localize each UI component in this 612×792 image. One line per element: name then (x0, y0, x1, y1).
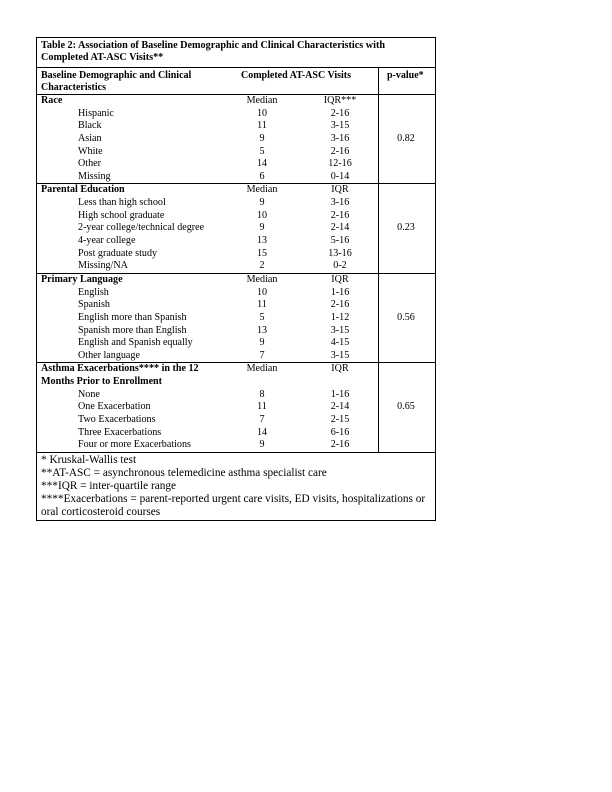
table-row (37, 184, 435, 197)
table-row (37, 389, 435, 402)
table-row (37, 439, 435, 452)
median-cell: 5 (259, 145, 265, 157)
median-cell: 9 (259, 222, 265, 234)
table-row (37, 427, 435, 440)
table-row (37, 133, 435, 146)
row-label: Missing/NA (78, 260, 128, 272)
iqr-cell: 2-16 (330, 107, 350, 119)
column-divider (378, 363, 379, 451)
row-label: Missing (78, 170, 111, 182)
table-row (37, 350, 435, 363)
table-row (37, 287, 435, 300)
median-cell: 8 (259, 388, 265, 400)
iqr-cell: 2-14 (330, 401, 350, 413)
iqr-cell: 4-15 (330, 337, 350, 349)
table-header-row (37, 68, 435, 95)
column-divider (378, 184, 379, 272)
pvalue-cell: 0.82 (397, 132, 415, 144)
median-cell: 10 (256, 107, 268, 119)
iqr-cell: 3-16 (330, 197, 350, 209)
table-row (37, 120, 435, 133)
median-cell: 10 (256, 286, 268, 298)
table-row (37, 325, 435, 338)
row-label: Less than high school (78, 197, 166, 209)
median-cell: Median (246, 95, 278, 106)
iqr-cell: 1-16 (330, 286, 350, 298)
footnote: **AT-ASC = asynchronous telemedicine asthma specialist care (41, 467, 327, 480)
section-heading: Asthma Exacerbations**** in the 12 (41, 363, 199, 375)
table-row (37, 171, 435, 184)
section-heading: Months Prior to Enrollment (41, 376, 163, 388)
row-label: 2-year college/technical degree (78, 222, 205, 234)
iqr-cell: 2-16 (330, 209, 350, 221)
iqr-cell: 2-15 (330, 414, 350, 426)
row-label: English more than Spanish (78, 311, 187, 323)
footnote: ****Exacerbations = parent-reported urgent care visits, ED visits, hospitalizations or oral corticosteroid courses (41, 493, 426, 519)
iqr-cell: 3-15 (330, 120, 350, 132)
iqr-cell: 0-14 (330, 170, 350, 182)
footnotes (37, 453, 435, 520)
footnote: ***IQR = inter-quartile range (41, 480, 177, 493)
table-row (37, 401, 435, 414)
table-row (37, 414, 435, 427)
median-cell: 11 (257, 120, 267, 132)
row-label: Post graduate study (78, 247, 158, 259)
table-section (37, 274, 435, 363)
table-row (37, 337, 435, 350)
header-pvalue: p-value* (387, 70, 424, 81)
section-heading: Primary Language (41, 273, 123, 285)
footnote: * Kruskal-Wallis test (41, 453, 137, 466)
column-divider (378, 274, 379, 362)
median-cell: 14 (256, 426, 268, 438)
iqr-cell: 0-2 (333, 260, 347, 272)
table-row (37, 210, 435, 223)
column-divider (378, 68, 379, 94)
table-row (37, 248, 435, 261)
table-row (37, 222, 435, 235)
median-cell: 14 (256, 158, 268, 170)
table-body (37, 95, 435, 453)
table-row (37, 158, 435, 171)
header-characteristics: Baseline Demographic and Clinical Characteristics (41, 70, 192, 93)
median-cell: 15 (256, 247, 268, 259)
median-cell: 9 (259, 132, 265, 144)
row-label: Four or more Exacerbations (78, 439, 191, 451)
iqr-cell: IQR*** (323, 95, 357, 106)
iqr-cell: 12-16 (328, 158, 352, 170)
table-row (37, 376, 435, 389)
header-completed-visits: Completed AT-ASC Visits (241, 70, 352, 81)
row-label: Hispanic (78, 107, 114, 119)
iqr-cell: 2-14 (330, 222, 350, 234)
pvalue-cell: 0.65 (397, 401, 415, 413)
iqr-cell: 2-16 (330, 299, 350, 311)
table-row (37, 312, 435, 325)
table-section (37, 184, 435, 273)
median-cell: Median (246, 273, 278, 285)
section-heading: Parental Education (41, 184, 125, 196)
table-row (37, 146, 435, 159)
row-label: Two Exacerbations (78, 414, 156, 426)
table-row (37, 363, 435, 376)
results-table (36, 37, 436, 521)
median-cell: 10 (256, 209, 268, 221)
row-label: English and Spanish equally (78, 337, 193, 349)
pvalue-cell: 0.56 (397, 311, 415, 323)
row-label: One Exacerbation (78, 401, 151, 413)
median-cell: 2 (259, 260, 265, 272)
iqr-cell: IQR (331, 363, 349, 375)
iqr-cell: 3-15 (330, 324, 350, 336)
row-label: Spanish more than English (78, 324, 187, 336)
table-row (37, 274, 435, 287)
pvalue-cell: 0.23 (397, 222, 415, 234)
table-row (37, 260, 435, 273)
row-label: Other language (78, 349, 140, 361)
median-cell: 7 (259, 349, 265, 361)
row-label: Asian (78, 132, 102, 144)
median-cell: Median (246, 363, 278, 375)
section-heading: Race (41, 95, 63, 106)
median-cell: 7 (259, 414, 265, 426)
iqr-cell: IQR (331, 273, 349, 285)
iqr-cell: 3-15 (330, 349, 350, 361)
iqr-cell: 2-16 (330, 439, 350, 451)
iqr-cell: 1-16 (330, 388, 350, 400)
median-cell: 11 (257, 401, 267, 413)
iqr-cell: 1-12 (330, 311, 350, 323)
table-section (37, 95, 435, 184)
table-row (37, 299, 435, 312)
row-label: 4-year college (78, 235, 136, 247)
row-label: White (78, 145, 103, 157)
row-label: High school graduate (78, 209, 165, 221)
median-cell: 9 (259, 439, 265, 451)
iqr-cell: 5-16 (330, 235, 350, 247)
row-label: Other (78, 158, 101, 170)
median-cell: 13 (256, 324, 268, 336)
row-label: Spanish (78, 299, 110, 311)
row-label: None (78, 388, 100, 400)
table-section (37, 363, 435, 452)
iqr-cell: 2-16 (330, 145, 350, 157)
table-row (37, 108, 435, 121)
median-cell: Median (246, 184, 278, 196)
row-label: Three Exacerbations (78, 426, 162, 438)
median-cell: 9 (259, 337, 265, 349)
table-row (37, 235, 435, 248)
iqr-cell: 3-16 (330, 132, 350, 144)
median-cell: 13 (256, 235, 268, 247)
table-title: Table 2: Association of Baseline Demographic and Clinical Characteristics with Completed AT-ASC Visits** (37, 38, 435, 68)
iqr-cell: 13-16 (328, 247, 352, 259)
table-row (37, 197, 435, 210)
median-cell: 6 (259, 170, 265, 182)
iqr-cell: IQR (331, 184, 349, 196)
table-row (37, 95, 435, 108)
median-cell: 5 (259, 311, 265, 323)
row-label: English (78, 286, 109, 298)
column-divider (378, 95, 379, 183)
median-cell: 11 (257, 299, 267, 311)
median-cell: 9 (259, 197, 265, 209)
row-label: Black (78, 120, 102, 132)
iqr-cell: 6-16 (330, 426, 350, 438)
